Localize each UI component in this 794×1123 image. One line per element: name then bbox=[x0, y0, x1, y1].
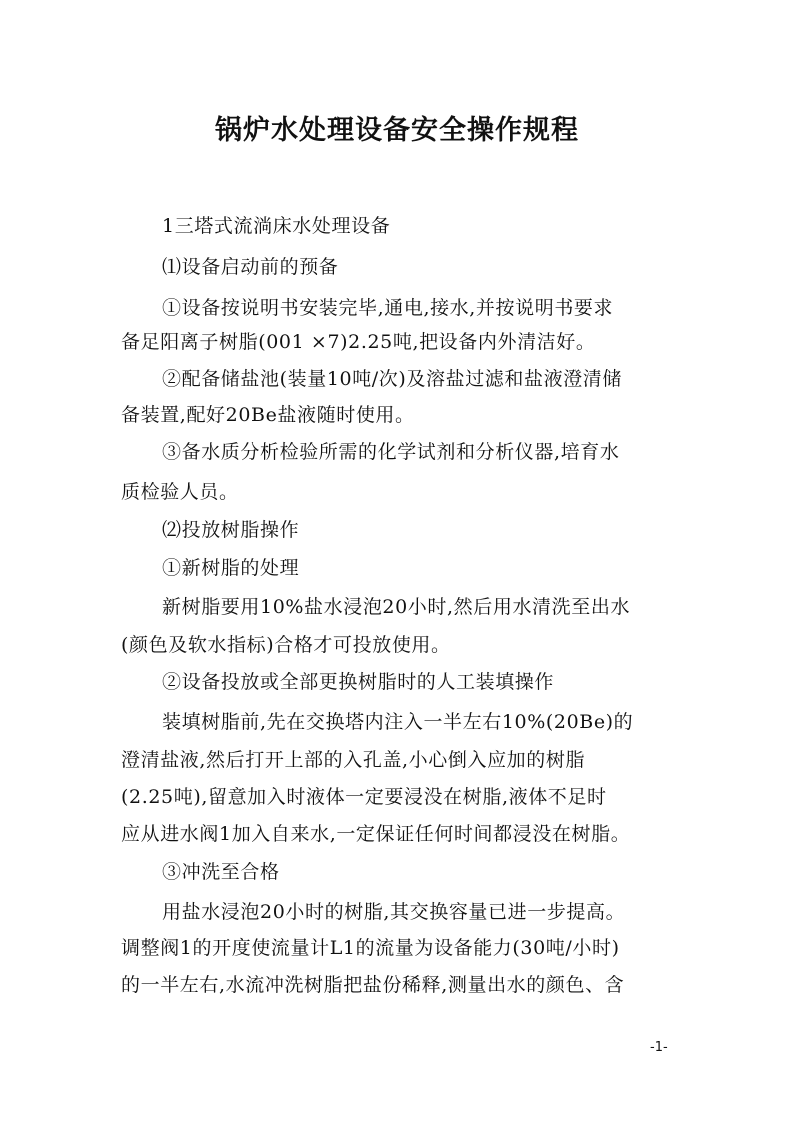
paragraph-line: (颜色及软水指标)合格才可投放使用。 bbox=[121, 634, 451, 656]
paragraph-line: ⑵投放树脂操作 bbox=[162, 519, 300, 541]
page-number: -1- bbox=[650, 1040, 668, 1055]
paragraph-line: 用盐水浸泡20小时的树脂,其交换容量已进一步提高。 bbox=[162, 901, 626, 923]
paragraph-line: ②配备储盐池(装量10吨/次)及溶盐过滤和盐液澄清储 bbox=[162, 368, 623, 390]
paragraph-line: 的一半左右,水流冲洗树脂把盐份稀释,测量出水的颜色、含 bbox=[121, 974, 625, 996]
paragraph-line: 调整阀1的开度使流量计L1的流量为设备能力(30吨/小时) bbox=[121, 937, 620, 959]
paragraph-line: 应从进水阀1加入自来水,一定保证任何时间都浸没在树脂。 bbox=[121, 823, 631, 845]
paragraph-line: ②设备投放或全部更换树脂时的人工装填操作 bbox=[162, 671, 555, 693]
document-title: 锅炉水处理设备安全操作规程 bbox=[215, 115, 579, 146]
paragraph-line: 1三塔式流淌床水处理设备 bbox=[162, 215, 391, 237]
paragraph-line: ③冲洗至合格 bbox=[162, 861, 280, 883]
paragraph-line: ③备水质分析检验所需的化学试剂和分析仪器,培育水 bbox=[162, 441, 620, 463]
paragraph-line: ⑴设备启动前的预备 bbox=[162, 256, 339, 278]
paragraph-line: 备装置,配好20Be盐液随时使用。 bbox=[121, 404, 415, 426]
paragraph-line: 装填树脂前,先在交换塔内注入一半左右10%(20Be)的 bbox=[162, 711, 634, 733]
paragraph-line: 新树脂要用10%盐水浸泡20小时,然后用水清洗至出水 bbox=[162, 596, 631, 618]
paragraph-line: 澄清盐液,然后打开上部的入孔盖,小心倒入应加的树脂 bbox=[121, 749, 586, 771]
paragraph-line: ①设备按说明书安装完毕,通电,接水,并按说明书要求 bbox=[162, 297, 614, 319]
paragraph-line: 备足阳离子树脂(001 ×7)2.25吨,把设备内外清洁好。 bbox=[121, 331, 596, 353]
paragraph-line: ①新树脂的处理 bbox=[162, 557, 300, 579]
paragraph-line: (2.25吨),留意加入时液体一定要浸没在树脂,液体不足时 bbox=[121, 786, 607, 808]
paragraph-line: 质检验人员。 bbox=[121, 481, 239, 503]
